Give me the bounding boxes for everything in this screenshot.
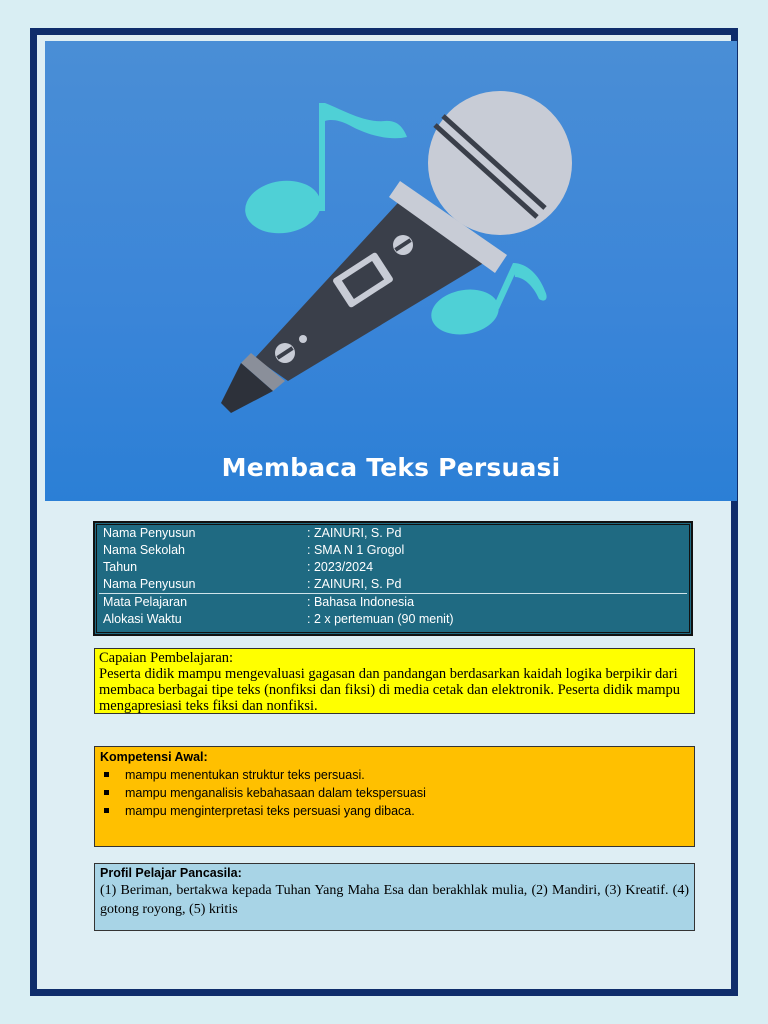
- info-value: : ZAINURI, S. Pd: [307, 526, 402, 540]
- info-key: Alokasi Waktu: [103, 612, 182, 626]
- kompetensi-list: [100, 766, 689, 820]
- capaian-text: Peserta didik mampu mengevaluasi gagasan dan pandangan berdasarkan kaidah logika berpikir dari membaca berbagai tipe teks (nonfiksi dan fiksi) di media cetak dan elektronik. Peserta didik mampu mengapresiasi teks fiksi dan nonfiksi.: [99, 666, 681, 714]
- info-table: [94, 522, 692, 635]
- microphone-illustration: [45, 41, 737, 501]
- list-item: mampu menginterpretasi teks persuasi yang dibaca.: [100, 802, 689, 820]
- info-key: Nama Sekolah: [103, 543, 185, 557]
- list-item: mampu menentukan struktur teks persuasi.: [100, 766, 689, 784]
- music-note-icon: [242, 103, 407, 238]
- profil-pelajar-box: [94, 863, 695, 931]
- info-row: [97, 559, 689, 576]
- info-value: : ZAINURI, S. Pd: [307, 577, 402, 591]
- info-row: [97, 594, 689, 611]
- info-key: Mata Pelajaran: [103, 595, 188, 609]
- info-key: Nama Penyusun: [103, 526, 196, 540]
- info-row: [97, 611, 689, 628]
- capaian-heading: Capaian Pembelajaran:: [99, 650, 234, 666]
- info-value: : SMA N 1 Grogol: [307, 543, 405, 557]
- capaian-pembelajaran-box: [94, 648, 695, 714]
- info-value: : 2023/2024: [307, 560, 374, 574]
- info-key: Nama Penyusun: [103, 577, 196, 591]
- info-row: [97, 576, 689, 593]
- page-frame: [30, 28, 738, 996]
- profil-heading: Profil Pelajar Pancasila:: [100, 866, 242, 880]
- kompetensi-heading: Kompetensi Awal:: [100, 750, 208, 764]
- info-row: [97, 542, 689, 559]
- info-value: : 2 x pertemuan (90 menit): [307, 612, 454, 626]
- info-key: Tahun: [103, 560, 138, 574]
- profil-text: (1) Beriman, bertakwa kepada Tuhan Yang Maha Esa dan berakhlak mulia, (2) Mandiri, (3) Kreatif. (4) gotong royong, (5) kritis: [100, 883, 689, 917]
- cover-banner: [45, 41, 737, 501]
- info-value: : Bahasa Indonesia: [307, 595, 415, 609]
- kompetensi-awal-box: [94, 746, 695, 847]
- page-title: Membaca Teks Persuasi: [221, 453, 561, 482]
- list-item: mampu menganalisis kebahasaan dalam tekspersuasi: [100, 784, 689, 802]
- info-row: [97, 525, 689, 542]
- microphone-icon: [221, 91, 572, 413]
